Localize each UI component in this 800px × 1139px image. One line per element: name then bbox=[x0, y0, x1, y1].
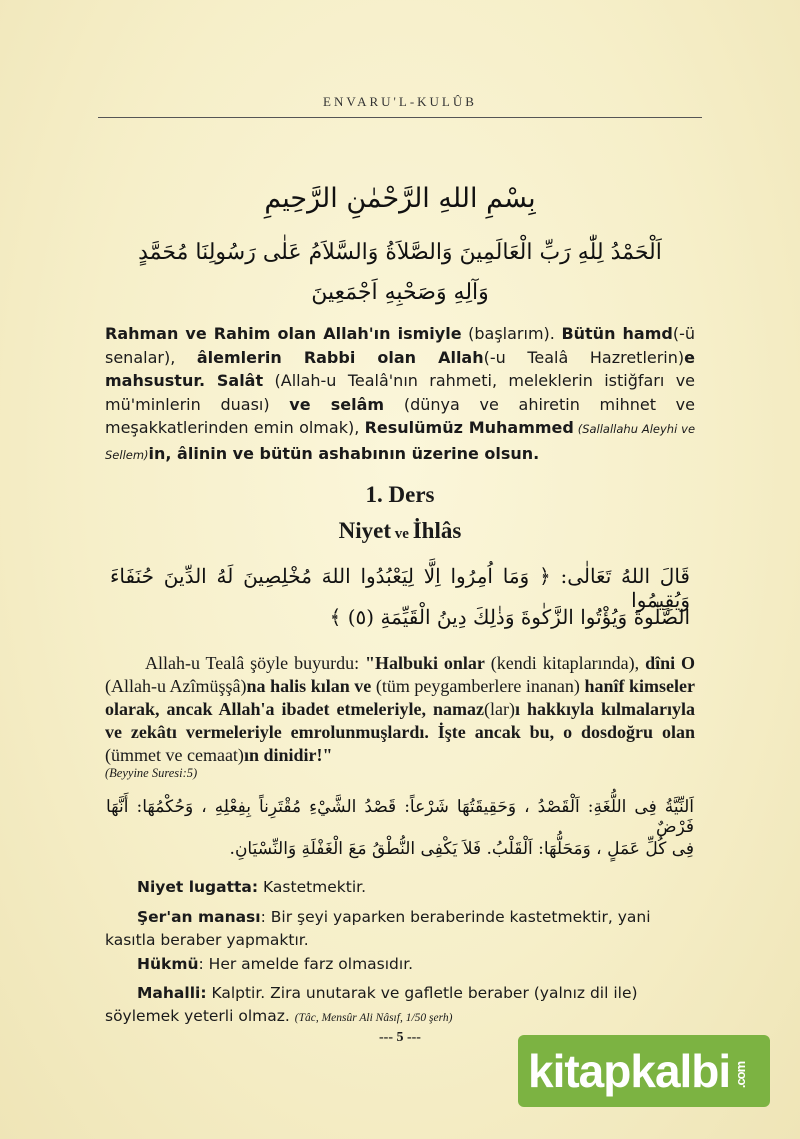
meaning-bold: na halis kılan ve bbox=[246, 676, 372, 696]
lesson-number: 1. Ders bbox=[365, 482, 435, 507]
meaning-text: Allah-u Tealâ şöyle buyurdu: bbox=[145, 653, 365, 673]
intro-bold: e mahsustur. Salât bbox=[105, 347, 695, 390]
intro-text: (-u Tealâ Hazretlerin) bbox=[483, 347, 685, 367]
definition-label: Hükmü bbox=[137, 955, 199, 973]
intro-bold: âlemlerin Rabbi olan Allah bbox=[196, 347, 484, 367]
verse-arabic-line-1: قَالَ اللهُ تَعَالٰى: ﴿ وَمَا اُمِرُوا اِلَّا لِيَعْبُدُوا اللهَ مُخْلِصِينَ لَهُ الدِّينَ حُنَفَاءَ وَيُقِيمُوا bbox=[110, 564, 690, 612]
hamd-arabic-line-1: اَلْحَمْدُ لِلّٰهِ رَبِّ الْعَالَمِينَ وَالصَّلاَةُ وَالسَّلاَمُ عَلٰى رَسُولِنَا مُحَمَّدٍ bbox=[138, 240, 662, 265]
hamd-arabic-line-2: وَآلِهِ وَصَحْبِهِ اَجْمَعِينَ bbox=[311, 280, 489, 305]
lesson-title bbox=[0, 518, 800, 544]
meaning-text: (tüm peygamberlere inanan) bbox=[371, 676, 585, 696]
meaning-text: (lar) bbox=[483, 699, 515, 719]
salawat-note: (Sallallahu Aleyhi ve Sellem) bbox=[105, 422, 696, 462]
definition-text: Kalptir. Zira unutarak ve gafletle beraber (yalnız dil ile) söylemek yeterli olmaz. bbox=[105, 984, 638, 1025]
definition-lugat bbox=[137, 876, 695, 899]
definition-text: : Her amelde farz olmasıdır. bbox=[198, 955, 414, 973]
definition-text: : Bir şeyi yaparken beraberinde kastetmektir, yani kasıtla beraber yapmaktır. bbox=[105, 908, 651, 949]
basmala: بِسْمِ اللهِ الرَّحْمٰنِ الرَّحِيمِ bbox=[264, 183, 536, 214]
header-divider bbox=[98, 117, 702, 118]
intro-bold: Resulümüz Muhammed bbox=[364, 418, 574, 437]
definition-label: Niyet lugatta: bbox=[137, 878, 259, 896]
definition-source: (Tâc, Mensûr Ali Nâsıf, 1/50 şerh) bbox=[294, 1012, 453, 1024]
meaning-text: (Allah-u Azîmüşşâ) bbox=[105, 676, 247, 696]
verse-meaning-paragraph bbox=[105, 652, 695, 767]
definition-label: Mahalli: bbox=[137, 984, 207, 1002]
intro-text: (başlarım). bbox=[461, 324, 562, 343]
lesson-title-part: İhlâs bbox=[412, 518, 462, 543]
watermark-text: kitapkalbi bbox=[528, 1045, 731, 1097]
definition-seran bbox=[105, 906, 695, 952]
niyet-arabic-line-1: اَلنِّيَّةُ فِى اللُّغَةِ: اَلْقَصْدُ ، وَحَقِيقَتُهَا شَرْعاً: قَصْدُ الشَّيْءِ مُقْتَرِناً بِفِعْلِهِ ، وَحُكْمُهَا: أَنَّهَا فَرْضٌ bbox=[106, 797, 694, 837]
lesson-title-part: Niyet bbox=[338, 518, 392, 543]
verse-source: (Beyyine Suresi:5) bbox=[105, 766, 198, 780]
meaning-bold: hanîf kimseler olarak, ancak Allah'a ibadet etmeleriyle, namaz bbox=[105, 676, 696, 719]
running-header: ENVARU'L-KULÛB bbox=[323, 94, 477, 109]
watermark-logo bbox=[518, 1035, 770, 1107]
definition-hukmu bbox=[137, 953, 695, 976]
meaning-bold: ı hakkıyla kılmalarıyla ve zekâtı vermeleriyle emrolunmuşlardı. İşte ancak bu, o dosdoğru olan bbox=[105, 699, 695, 742]
meaning-text: (ümmet ve cemaat) bbox=[105, 745, 244, 765]
intro-bold: in, âlinin ve bütün ashabının üzerine olsun. bbox=[148, 443, 540, 463]
meaning-bold: "Halbuki onlar bbox=[364, 653, 485, 673]
intro-bold: ve selâm bbox=[289, 394, 385, 414]
definition-text: Kastetmektir. bbox=[258, 878, 367, 896]
intro-bold: Bütün hamd bbox=[561, 324, 673, 343]
intro-paragraph bbox=[105, 322, 695, 467]
lesson-title-conjunction: ve bbox=[391, 526, 413, 542]
definition-label: Şer'an manası bbox=[137, 908, 261, 926]
watermark-suffix: .com bbox=[733, 1061, 749, 1089]
niyet-arabic-line-2: فِى كُلِّ عَمَلٍ ، وَمَحَلُّهَا: اَلْقَلْبُ. فَلاَ يَكْفِى النُّطْقُ مَعَ الْغَفْلَةِ وَالنِّسْيَانِ. bbox=[229, 839, 694, 859]
intro-text: (-ü senalar), bbox=[105, 324, 695, 367]
intro-text: (dünya ve ahiretin mihnet ve meşakkatlerinden emin olmak), bbox=[105, 394, 695, 437]
page-number: --- 5 --- bbox=[379, 1030, 421, 1045]
verse-arabic-line-2: الصَّلٰوةَ وَيُؤْتُوا الزَّكٰوةَ وَذٰلِكَ دِينُ الْقَيِّمَةِ (٥) ﴾ bbox=[329, 605, 690, 629]
definition-mahalli bbox=[105, 982, 695, 1030]
intro-text: (Allah-u Tealâ'nın rahmeti, meleklerin istiğfarı ve mü'minlerin duası) bbox=[105, 371, 696, 414]
intro-bold: Rahman ve Rahim olan Allah'ın ismiyle bbox=[105, 324, 462, 343]
meaning-bold: ın dinidir!" bbox=[243, 745, 333, 765]
meaning-bold: dîni O bbox=[645, 653, 695, 673]
meaning-text: (kendi kitaplarında), bbox=[484, 653, 646, 673]
